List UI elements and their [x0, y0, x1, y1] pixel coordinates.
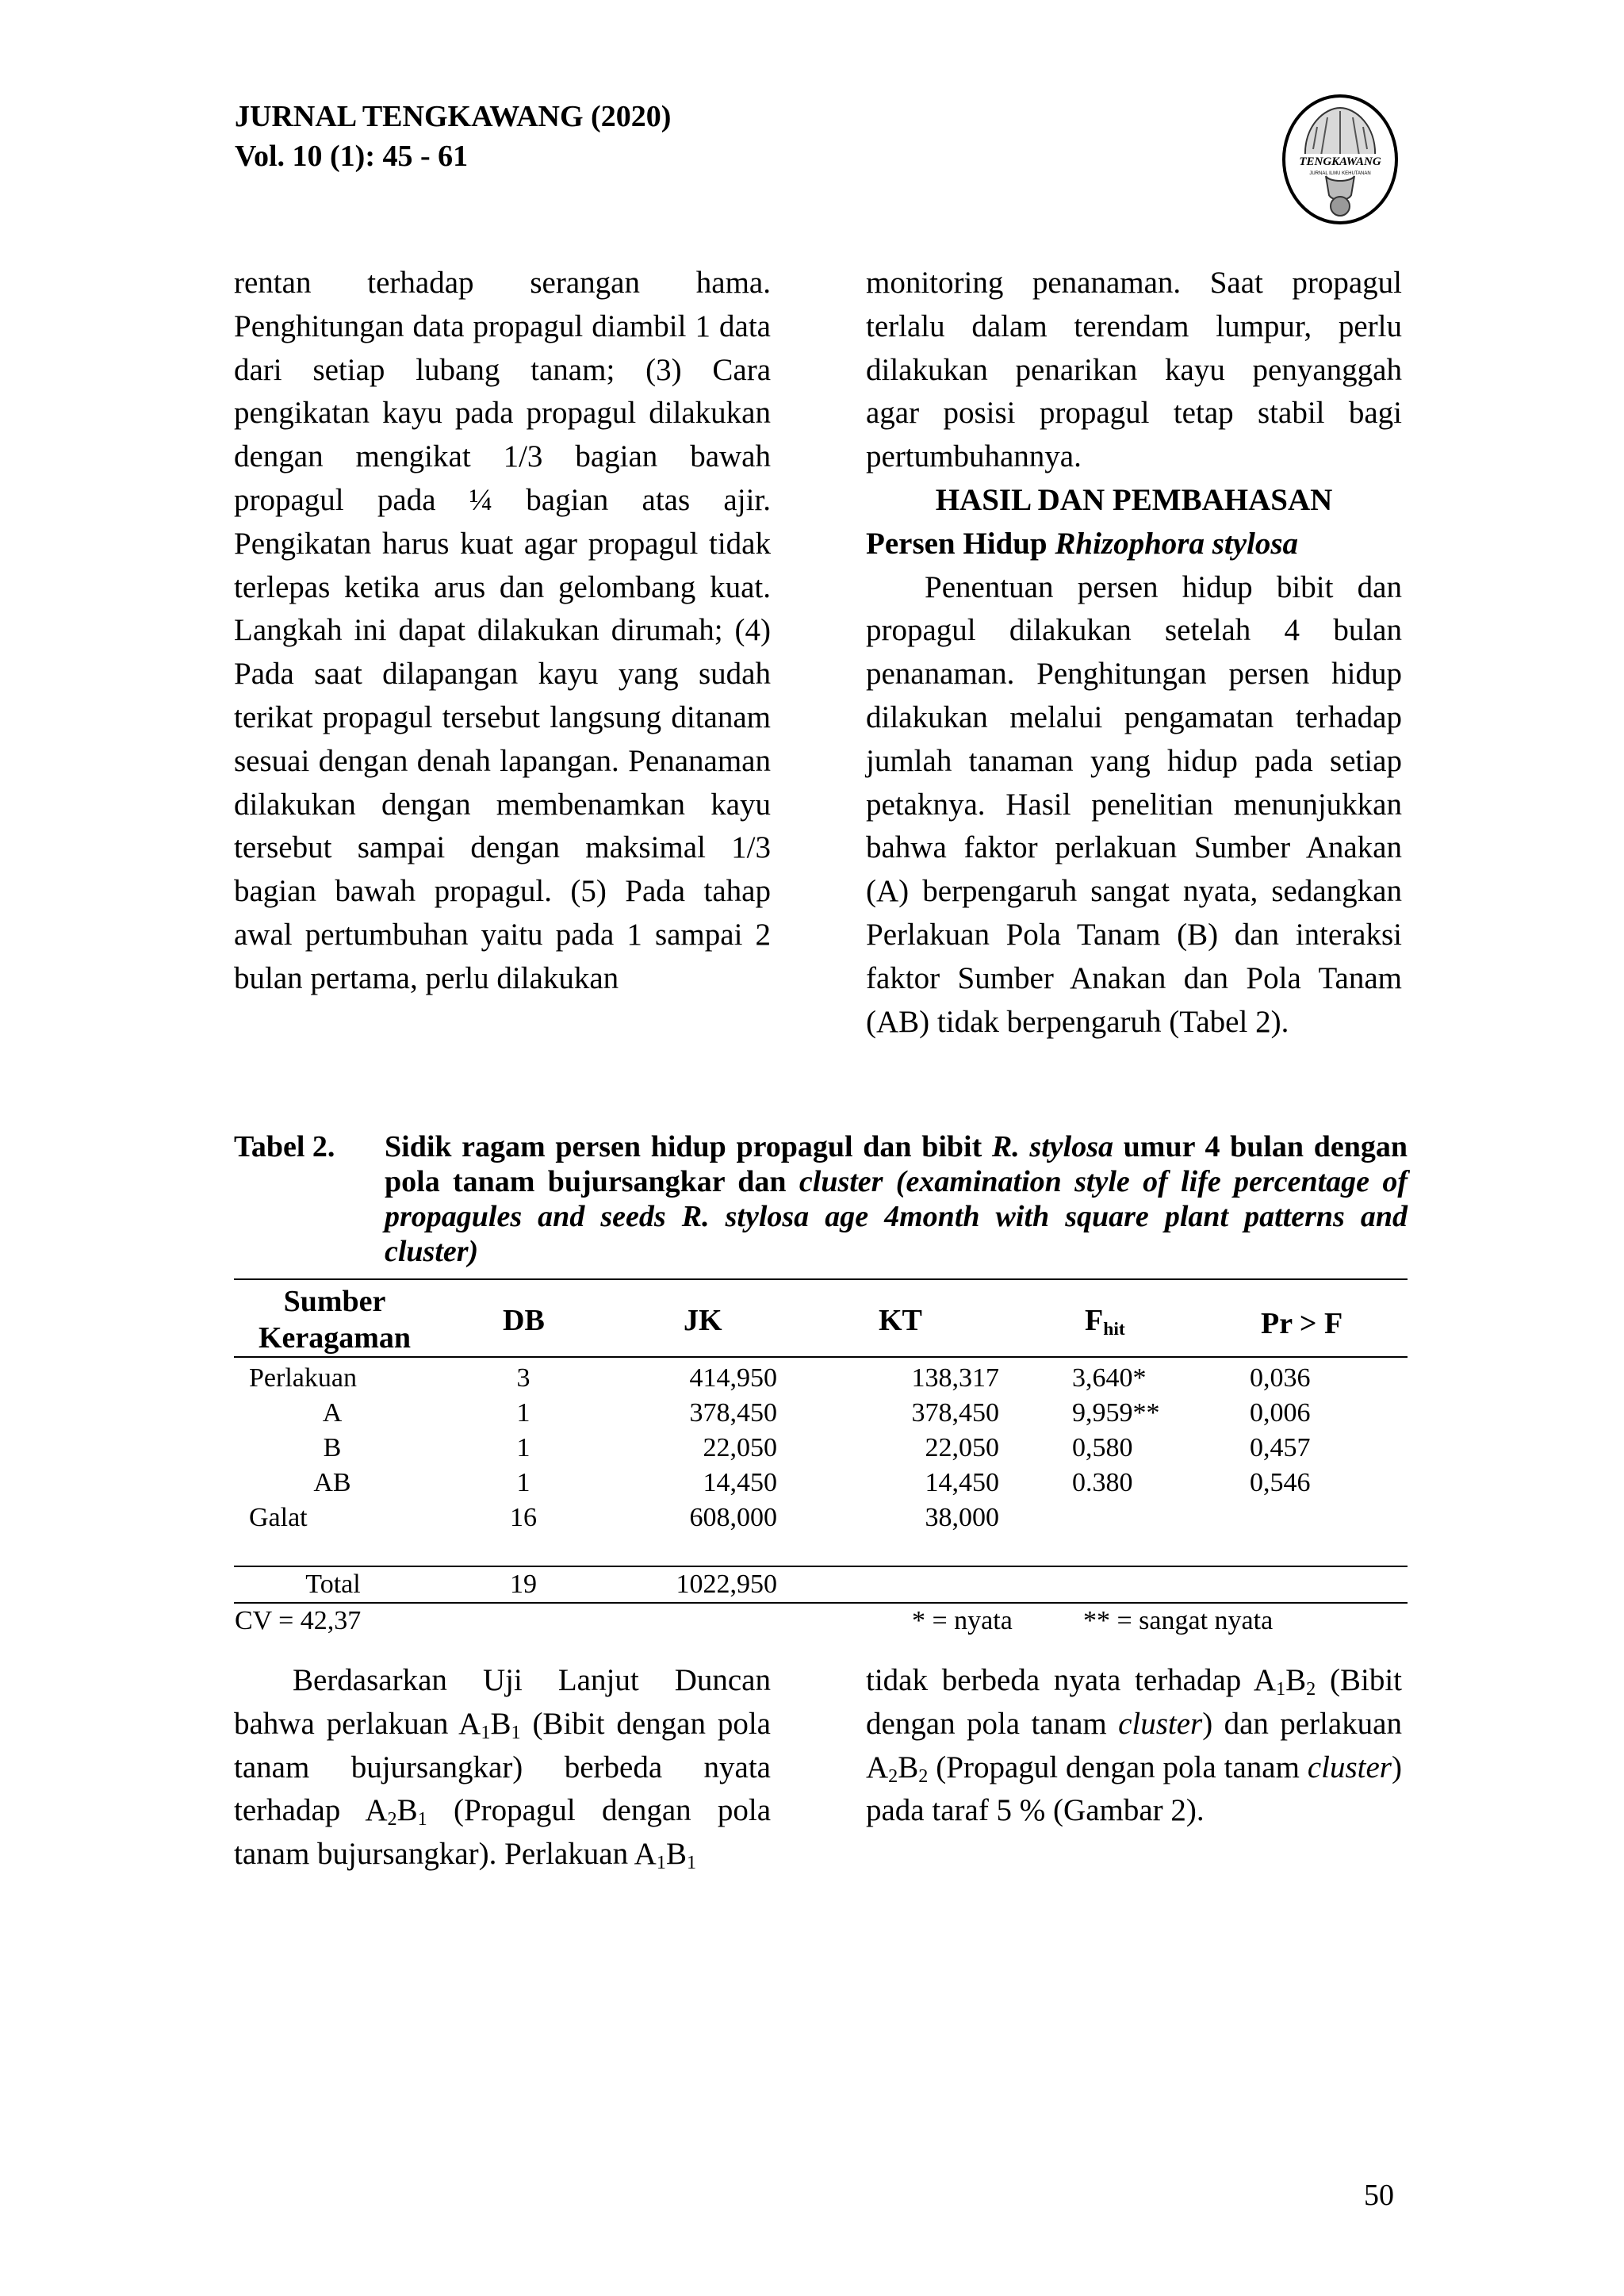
- table-cell-db: 16: [510, 1503, 537, 1532]
- table-cell-db: 1: [516, 1398, 530, 1428]
- table-cell-pr: 0,546: [1250, 1468, 1311, 1497]
- journal-header: [235, 97, 671, 176]
- table-rule-top: [234, 1278, 1408, 1280]
- body-column-left-bottom: [234, 1659, 771, 1876]
- logo-subtext: JURNAL ILMU KEHUTANAN: [1309, 171, 1371, 176]
- table-cell-source: Galat: [249, 1503, 308, 1532]
- table-header-fhit: $F_{hit}$: [1085, 1304, 1125, 1340]
- table-cell-total-jk: 1022,950: [676, 1570, 777, 1599]
- table-cell-db: 3: [516, 1363, 530, 1393]
- caption-part: Sidik ragam persen hidup propagul dan bibit: [385, 1130, 992, 1163]
- page-number: 50: [1364, 2179, 1394, 2212]
- body-paragraph: tidak berbeda nyata terhadap $A_1B_2$ (Bibit dengan pola tanam cluster) dan perlakuan $A_2B_2$ (Propagul dengan pola tanam cluster) pada taraf 5 % (Gambar 2).: [866, 1663, 1402, 1828]
- caption-italic: (examination style of life percentage of propagules and seeds R. stylosa age 4month with square plant patterns and cluster): [385, 1165, 1408, 1268]
- table-cell-db: 1: [516, 1433, 530, 1462]
- table-cell-total-label: Total: [305, 1570, 361, 1599]
- table-cell-source: Perlakuan: [249, 1363, 357, 1393]
- body-paragraph: Penentuan persen hidup bibit dan propagul dilakukan setelah 4 bulan penanaman. Penghitungan persen hidup dilakukan melalui pengamatan terhadap jumlah tanaman yang hidup pada setiap petaknya. Hasil penelitian menunjukkan bahwa faktor perlakuan Sumber Anakan (A) berpengaruh sangat nyata, sedangkan Perlakuan Pola Tanam (B) dan interaksi faktor Sumber Anakan dan Pola Tanam (AB) tidak berpengaruh (Tabel 2).: [866, 569, 1402, 1039]
- table-cell-jk: 414,950: [689, 1363, 777, 1393]
- table-note-significant: * = nyata: [912, 1606, 1013, 1635]
- caption-part: umur 4 bulan dengan pola tanam bujursangkar dan: [385, 1130, 1408, 1198]
- table-rule-bottom: [234, 1602, 1408, 1604]
- table-cell-pr: 0,006: [1250, 1398, 1311, 1428]
- table-cell-source: B: [323, 1433, 342, 1462]
- table-cell-kt: 138,317: [911, 1363, 999, 1393]
- table-header-kt: KT: [879, 1304, 922, 1337]
- journal-logo: [1281, 94, 1399, 225]
- table-cell-fhit: 9,959**: [1072, 1398, 1160, 1428]
- journal-title: JURNAL TENGKAWANG (2020): [235, 100, 672, 133]
- table-cell-fhit: 3,640*: [1072, 1363, 1147, 1393]
- table-caption: [234, 1129, 1408, 1269]
- table-header-db: DB: [503, 1304, 545, 1337]
- table-caption-text: [385, 1129, 1408, 1269]
- table-cell-kt: 22,050: [925, 1433, 999, 1462]
- table-cell-jk: 22,050: [703, 1433, 777, 1462]
- table-header-jk: JK: [684, 1304, 722, 1337]
- table-label: Tabel 2.: [234, 1130, 335, 1163]
- table-cell-pr: 0,036: [1250, 1363, 1311, 1393]
- body-column-left: [234, 262, 771, 1001]
- species-name: Rhizophora stylosa: [1055, 526, 1299, 561]
- journal-volume: Vol. 10 (1): 45 - 61: [235, 140, 469, 173]
- table-cell-kt: 14,450: [925, 1468, 999, 1497]
- table-cv-note: CV = 42,37: [235, 1606, 362, 1635]
- body-paragraph: monitoring penanaman. Saat propagul terlalu dalam terendam lumpur, perlu dilakukan penarikan kayu penyanggah agar posisi propagul tetap stabil bagi pertumbuhannya.: [866, 266, 1402, 474]
- body-paragraph: rentan terhadap serangan hama. Penghitungan data propagul diambil 1 data dari setiap lubang tanam; (3) Cara pengikatan kayu pada propagul dilakukan dengan mengikat 1/3 bagian bawah propagul pada ¼ bagian atas ajir. Pengikatan harus kuat agar propagul tidak terlepas ketika arus dan gelombang kuat. Langkah ini dapat dilakukan dirumah; (4) Pada saat dilapangan kayu yang sudah terikat propagul tersebut langsung ditanam sesuai dengan denah lapangan. Penanaman dilakukan dengan membenamkan kayu tersebut sampai dengan maksimal 1/3 bagian bawah propagul. (5) Pada tahap awal pertumbuhan yaitu pada 1 sampai 2 bulan pertama, perlu dilakukan: [234, 266, 771, 995]
- table-cell-kt: 378,450: [911, 1398, 999, 1428]
- table-cell-jk: 14,450: [703, 1468, 777, 1497]
- caption-italic: cluster: [799, 1165, 883, 1198]
- table-cell-pr: 0,457: [1250, 1433, 1311, 1462]
- table-cell-total-db: 19: [510, 1570, 537, 1599]
- subheading-text: Persen Hidup: [866, 526, 1055, 561]
- table-rule-header: [234, 1356, 1408, 1358]
- subsection-heading: [866, 523, 1402, 566]
- table-rule-total-top: [234, 1566, 1408, 1567]
- body-column-right-bottom: [866, 1659, 1402, 1833]
- section-heading: HASIL DAN PEMBAHASAN: [935, 482, 1333, 517]
- table-header-source: Sumber Keragaman: [258, 1285, 412, 1355]
- logo-text: TENGKAWANG: [1299, 155, 1381, 168]
- table-cell-fhit: 0,580: [1072, 1433, 1133, 1462]
- body-paragraph: Berdasarkan Uji Lanjut Duncan bahwa perlakuan $A_1B_1$ (Bibit dengan pola tanam bujursangkar) berbeda nyata terhadap $A_2B_1$ (Propagul dengan pola tanam bujursangkar). Perlakuan $A_1B_1$: [234, 1663, 772, 1874]
- table-cell-source: AB: [313, 1468, 351, 1497]
- table-cell-fhit: 0.380: [1072, 1468, 1133, 1497]
- table-cell-source: A: [322, 1398, 343, 1428]
- table-note-highly-significant: ** = sangat nyata: [1083, 1606, 1274, 1635]
- table-cell-jk: 378,450: [689, 1398, 777, 1428]
- table-header-pr: Pr > F: [1261, 1307, 1343, 1340]
- body-column-right: [866, 262, 1402, 1044]
- caption-italic: R. stylosa: [991, 1130, 1113, 1163]
- table-cell-jk: 608,000: [689, 1503, 777, 1532]
- table-cell-db: 1: [516, 1468, 530, 1497]
- table-cell-kt: 38,000: [925, 1503, 999, 1532]
